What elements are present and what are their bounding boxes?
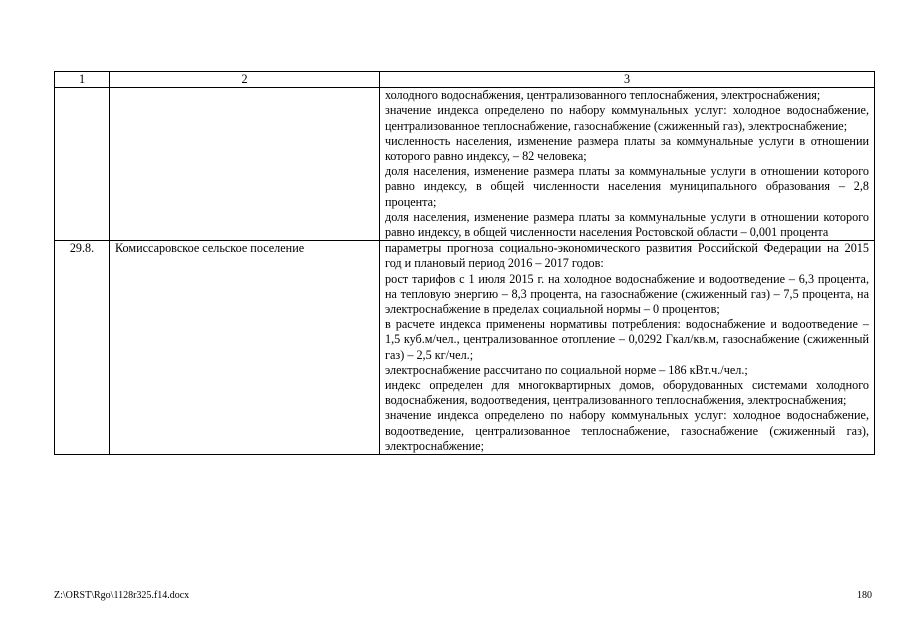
description-paragraph: рост тарифов с 1 июля 2015 г. на холодное водоснабжение и водоотведение – 6,3 процента, на тепловую энергию – 8,3 процента, на газоснабжение (сжиженный газ) – 7,5 процента, на электроснабжение в пределах социальной нормы – 0 процентов;	[385, 271, 869, 317]
description-paragraph: значение индекса определено по набору коммунальных услуг: холодное водоснабжение, водоотведение, централизованное теплоснабжение, газоснабжение (сжиженный газ), электроснабжение;	[385, 408, 869, 453]
description-paragraph: холодного водоснабжения, централизованного теплоснабжения, электроснабжения;	[385, 88, 821, 103]
column-header-1: 1	[55, 72, 110, 88]
row-description-cell	[380, 88, 875, 241]
column-header-3: 3	[380, 72, 875, 88]
row-number-cell	[55, 88, 110, 241]
column-header-2: 2	[110, 72, 380, 88]
description-paragraph: индекс определен для многоквартирных домов, оборудованных системами холодного водоснабжения, водоотведения, централизованного теплоснабжения, электроснабжения;	[385, 378, 869, 408]
row-description-cell	[380, 241, 875, 455]
description-paragraph: в расчете индекса применены нормативы потребления: водоснабжение и водоотведение – 1,5 куб.м/чел., централизованное отопление – 0,0292 Гкал/кв.м, газоснабжение (сжиженный газ) – 2,5 кг/чел.;	[385, 317, 869, 362]
description-paragraph: доля населения, изменение размера платы за коммунальные услуги в отношении которого равно индексу, в общей численности населения муниципального образования – 2,8 процента;	[385, 164, 869, 209]
data-table	[54, 71, 875, 455]
description-paragraph: значение индекса определено по набору коммунальных услуг: холодное водоснабжение, централизованное теплоснабжение, газоснабжение (сжиженный газ), электроснабжение;	[385, 103, 869, 133]
description-paragraph: доля населения, изменение размера платы за коммунальные услуги в отношении которого равно индексу, в общей численности населения Ростовской области – 0,001 процента	[385, 209, 869, 240]
description-paragraph: параметры прогноза социально-экономического развития Российской Федерации на 2015 год и плановый период 2016 – 2017 годов:	[385, 241, 869, 271]
table-row-29-8	[55, 241, 875, 455]
table-row-continued	[55, 88, 875, 241]
description-paragraph: численность населения, изменение размера платы за коммунальные услуги в отношении которого равно индексу, – 82 человека;	[385, 133, 869, 164]
footer-file-path: Z:\ORST\Rgo\1128r325.f14.docx	[54, 590, 190, 601]
row-name-cell: Комиссаровское сельское поселение	[110, 241, 380, 455]
footer-page-number: 180	[857, 590, 872, 601]
row-number-cell: 29.8.	[55, 241, 110, 455]
description-paragraph: электроснабжение рассчитано по социальной норме – 186 кВт.ч./чел.;	[385, 362, 748, 377]
table-header-row	[55, 72, 875, 88]
row-name-cell	[110, 88, 380, 241]
